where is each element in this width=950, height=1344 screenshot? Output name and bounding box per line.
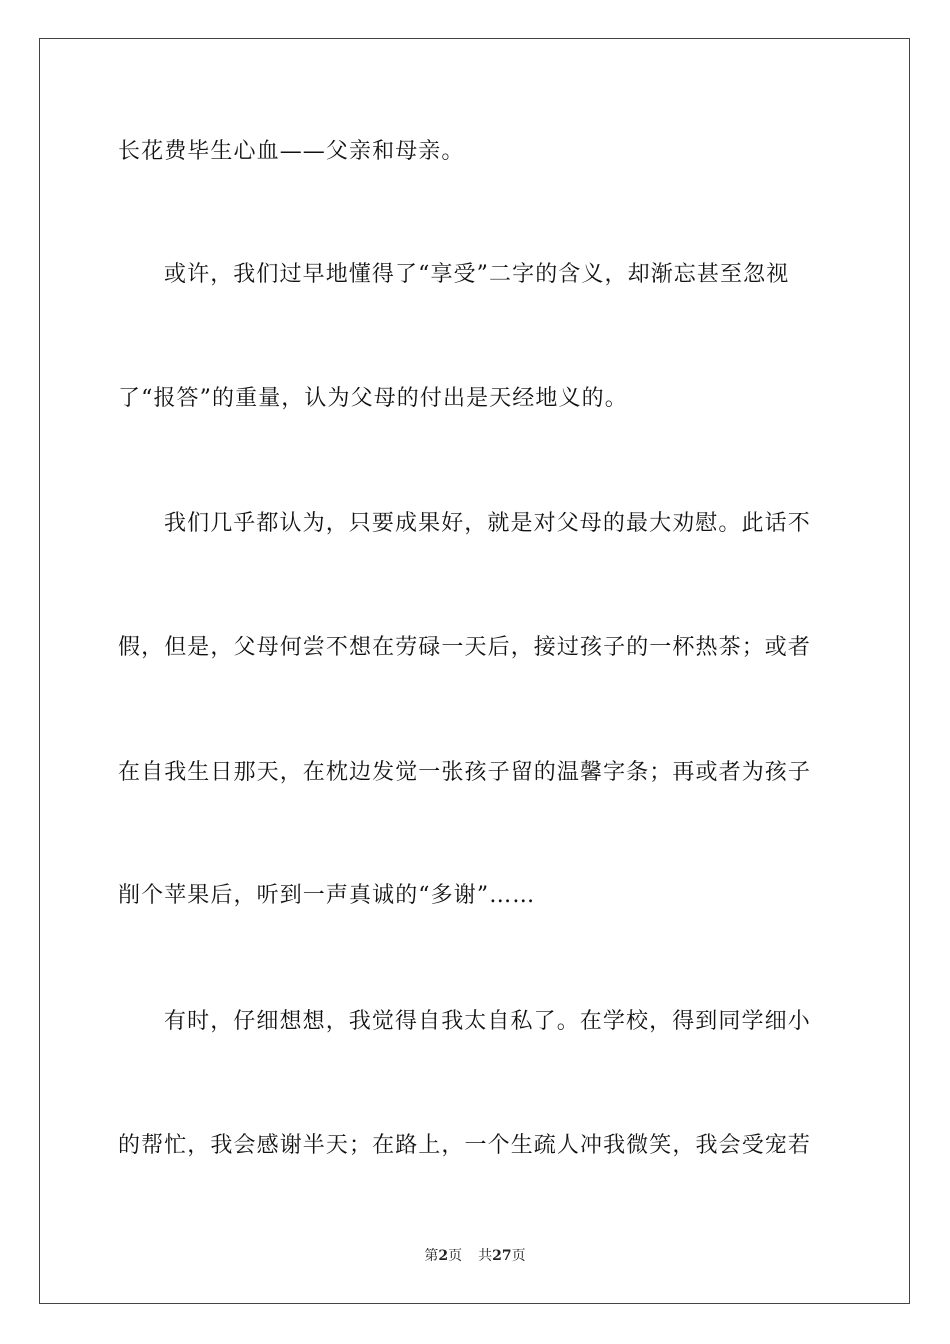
total-prefix: 共 [478, 1248, 493, 1264]
total-suffix: 页 [511, 1248, 526, 1264]
text-line-8: 有时，仔细想想，我觉得自我太自私了。在学校，得到同学细小 [164, 1009, 811, 1034]
text-line-1: 长花费毕生心血——父亲和母亲。 [118, 139, 465, 164]
text-line-7: 削个苹果后，听到一声真诚的“多谢”…… [118, 883, 536, 908]
total-pages: 27 [492, 1248, 512, 1264]
page-border [39, 38, 910, 1304]
text-line-6: 在自我生日那天，在枕边发觉一张孩子留的温馨字条；再或者为孩子 [118, 760, 812, 785]
text-line-5: 假，但是，父母何尝不想在劳碌一天后，接过孩子的一杯热茶；或者 [118, 635, 812, 660]
text-line-2: 或许，我们过早地懂得了“享受”二字的含义，却渐忘甚至忽视 [164, 262, 790, 287]
page-suffix: 页 [448, 1248, 463, 1264]
page-prefix: 第 [424, 1248, 439, 1264]
text-line-3: 了“报答”的重量，认为父母的付出是天经地义的。 [118, 386, 628, 411]
text-line-9: 的帮忙，我会感谢半天；在路上，一个生疏人冲我微笑，我会受宠若 [118, 1133, 812, 1158]
text-line-4: 我们几乎都认为，只要成果好，就是对父母的最大劝慰。此话不 [164, 511, 811, 536]
page-number: 2 [438, 1248, 449, 1264]
page-footer [0, 1246, 950, 1266]
